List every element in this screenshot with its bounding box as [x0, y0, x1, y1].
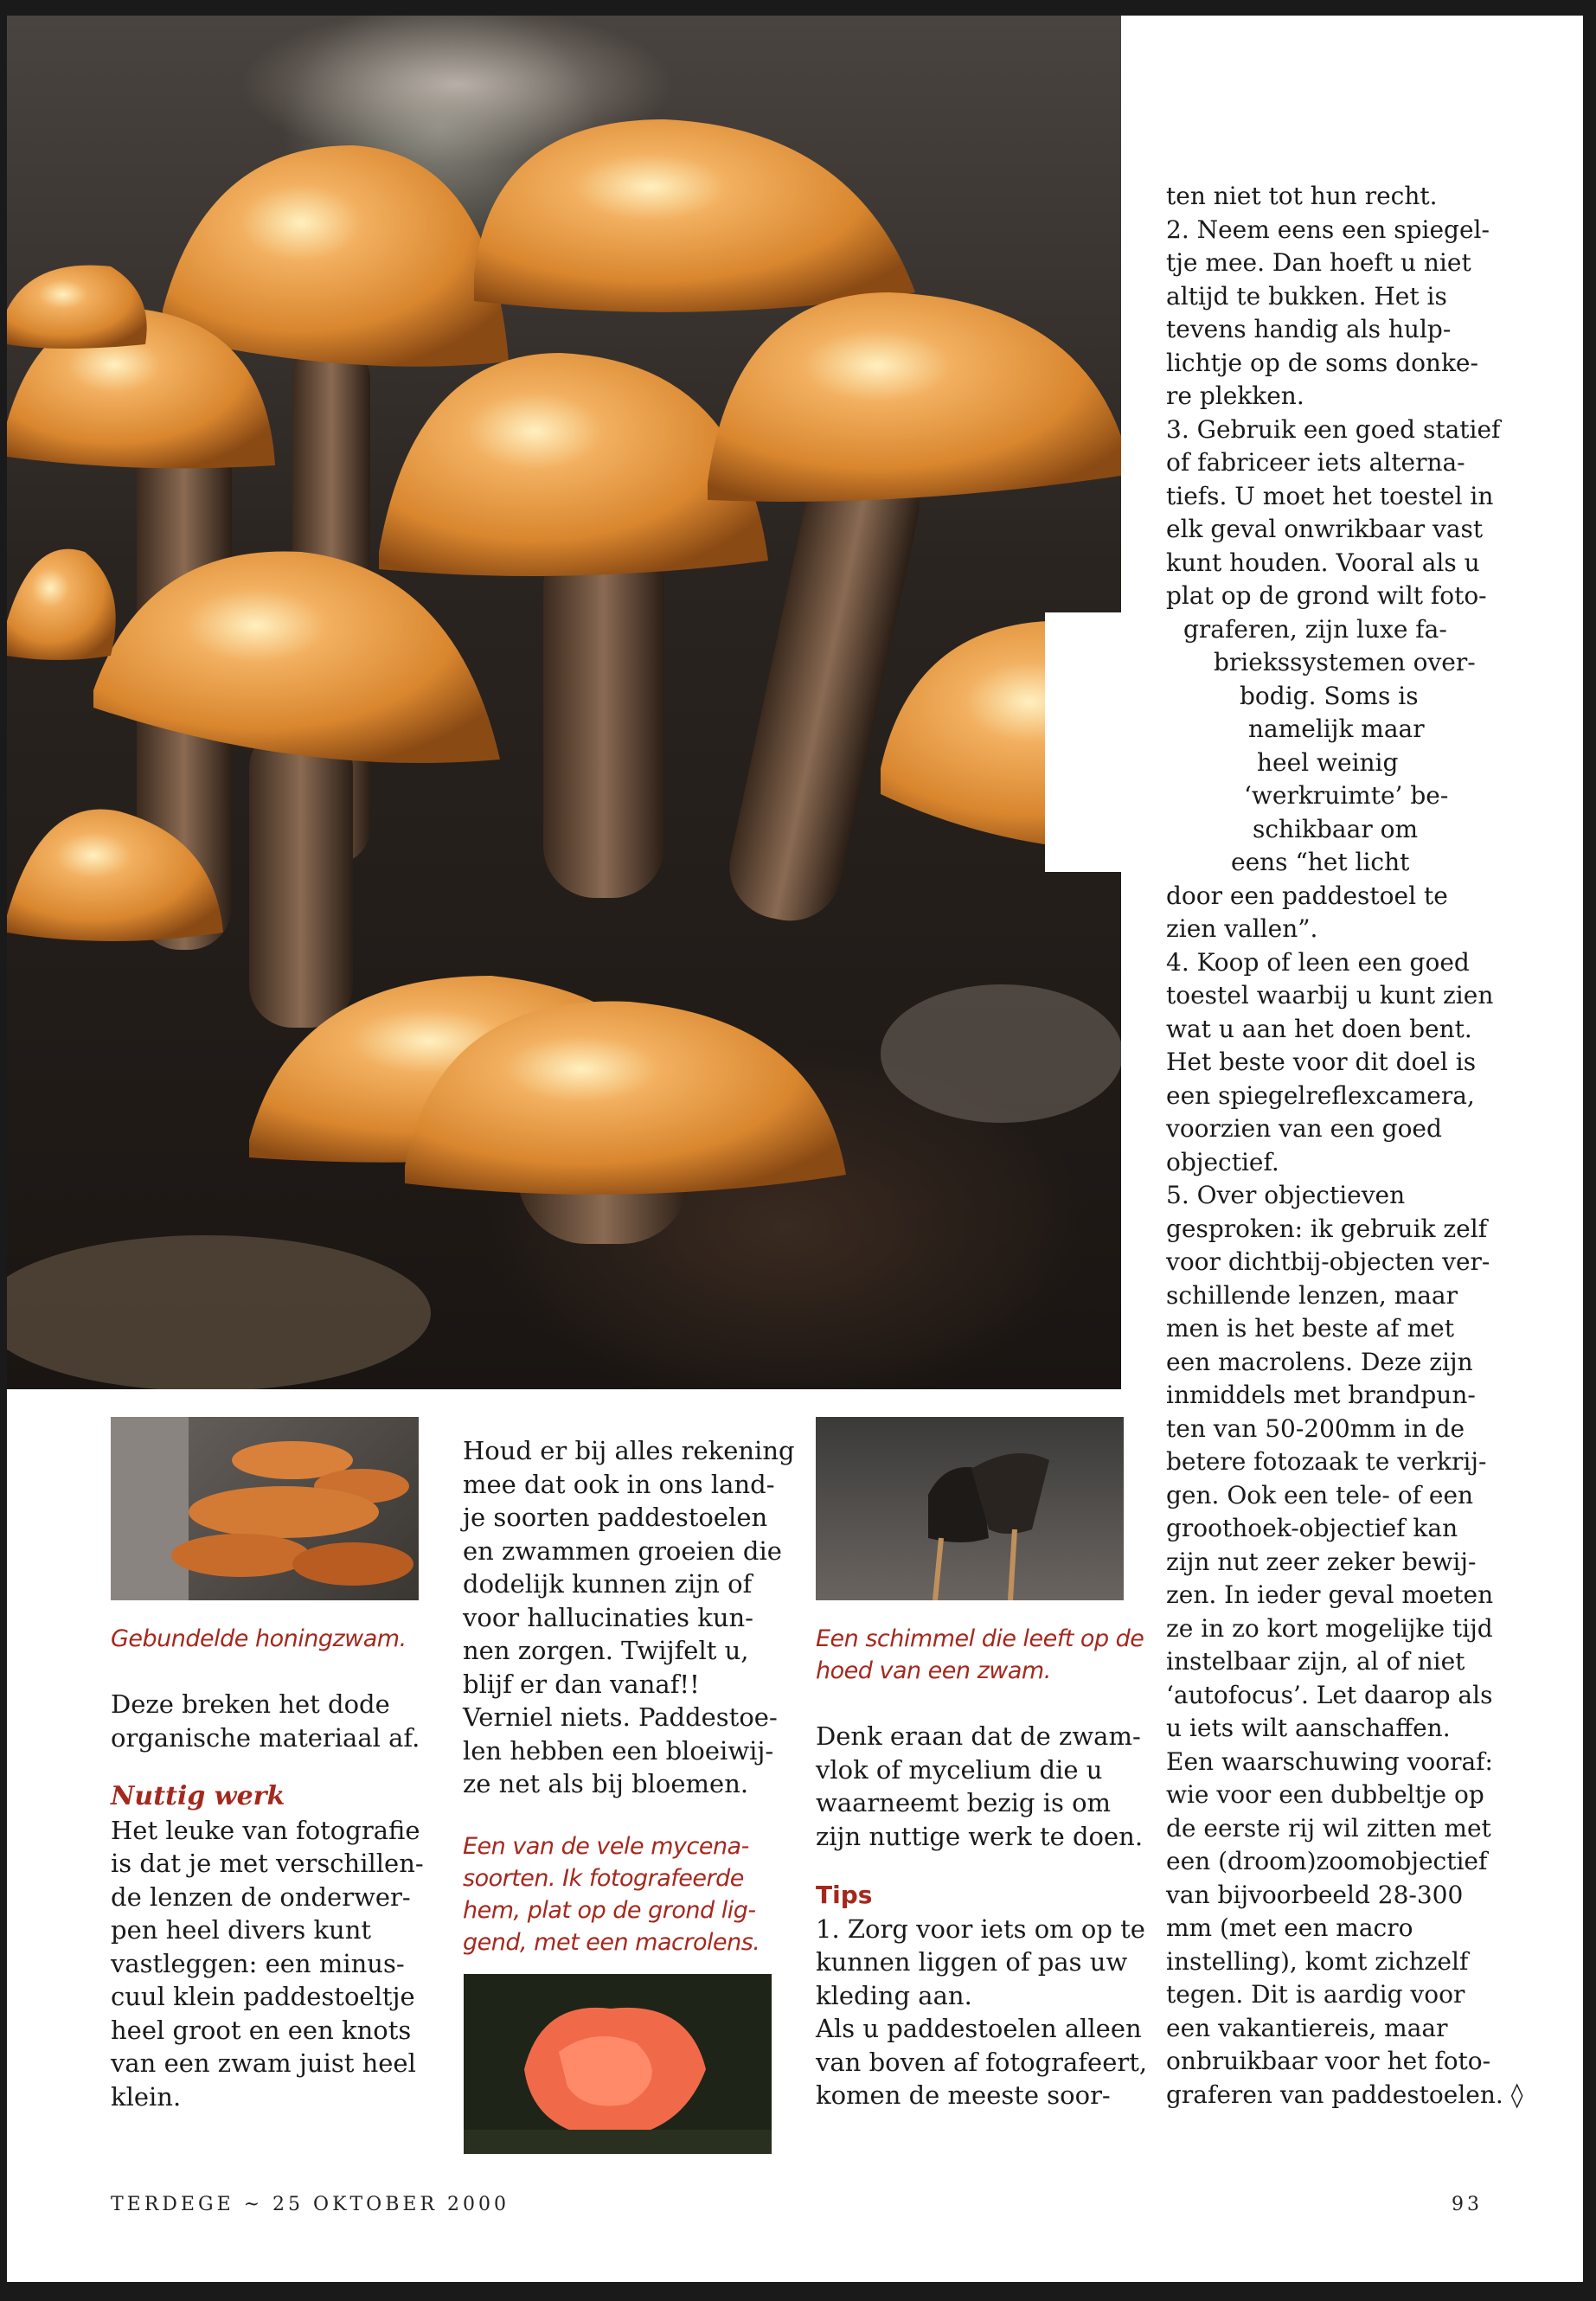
right-column-line: graferen, zijn luxe fa-: [1183, 614, 1447, 644]
right-column-line: gen. Ook een tele- of een: [1166, 1480, 1474, 1509]
right-column-line: u iets wilt aanschaffen.: [1166, 1714, 1451, 1742]
right-column-line: schillende lenzen, maar: [1166, 1280, 1458, 1310]
column-1-line: de lenzen de onderwer-: [111, 1881, 411, 1912]
right-column-line: namelijk maar: [1248, 715, 1425, 743]
right-column-line: tevens handig als hulp-: [1166, 315, 1452, 343]
right-column-line: bodig. Soms is: [1240, 681, 1419, 710]
right-column-line: altijd te bukken. Het is: [1166, 281, 1447, 311]
honey-fungus-caption: Gebundelde honingzwam.: [111, 1625, 407, 1652]
right-column-line: heel weinig: [1257, 747, 1399, 777]
right-column-line: toestel waarbij u kunt zien: [1166, 981, 1494, 1009]
column-3-text-a: [816, 1720, 1162, 1853]
right-column-line: door een paddestoel te: [1166, 881, 1448, 910]
column-2-line: blijf er dan vanaf!!: [463, 1669, 700, 1699]
right-column-line: wie voor een dubbeltje op: [1166, 1780, 1484, 1809]
right-column-line: een (droom)zoomobjectief: [1166, 1847, 1488, 1875]
mycena-caption-line: gend, met een macrolens.: [463, 1928, 760, 1956]
column-2-line: Houd er bij alles rekening: [463, 1436, 795, 1465]
mushroom-cluster-illustration: [7, 16, 1121, 1389]
hero-mushroom-photo: [7, 16, 1121, 1389]
right-column-line: kunt houden. Vooral als u: [1166, 548, 1480, 577]
column-1: [111, 1623, 457, 2113]
right-column-line: zien vallen”.: [1166, 914, 1318, 943]
column-1-line: klein.: [111, 2081, 182, 2112]
right-column-line: betere fotozaak te verkrij-: [1166, 1447, 1487, 1476]
right-column-line: tegen. Dit is aardig voor: [1166, 1980, 1465, 2009]
footer-page-number: 93: [1452, 2194, 1483, 2215]
footer-publication: TERDEGE ~ 25 OKTOBER 2000: [111, 2194, 510, 2215]
column-2-line: Verniel niets. Paddestoe-: [463, 1702, 778, 1732]
mold-caption: [816, 1623, 1162, 1687]
section-heading-tips: Tips: [816, 1881, 873, 1909]
right-column-line: Een waarschuwing vooraf:: [1166, 1747, 1493, 1776]
right-column-line: wat u aan het doen bent.: [1166, 1014, 1472, 1043]
right-column-line: voor dichtbij-objecten ver-: [1166, 1247, 1490, 1276]
column-3-line: vlok of mycelium die u: [816, 1754, 1103, 1785]
column-3-line: Als u paddestoelen alleen: [816, 2014, 1142, 2043]
right-column-line: voorzien van een goed: [1166, 1114, 1442, 1143]
honey-fungus-photo: [111, 1417, 419, 1600]
right-column-line: briekssystemen over-: [1214, 648, 1476, 676]
column-2-line: ze net als bij bloemen.: [463, 1769, 749, 1798]
right-column-line: zijn nut zeer zeker bewij-: [1166, 1547, 1477, 1576]
right-column-line: lichtje op de soms donke-: [1166, 348, 1478, 377]
mold-on-mushroom-photo: [816, 1417, 1124, 1600]
column-3-line: kleding aan.: [816, 1980, 972, 2010]
column-3-line: van boven af fotografeert,: [816, 2047, 1148, 2077]
right-column-line: groothoek-objectief kan: [1166, 1514, 1458, 1542]
right-column-line: eens “het licht: [1231, 848, 1410, 876]
column-1-text-b: [111, 1814, 457, 2114]
right-column-text: [1166, 180, 1529, 2112]
right-column-line: onbruikbaar voor het foto-: [1166, 2047, 1491, 2075]
right-column-line: Het beste voor dit doel is: [1166, 1048, 1477, 1076]
mycena-caption-line: hem, plat op de grond lig-: [463, 1896, 756, 1924]
right-column-line: een spiegelreflexcamera,: [1166, 1080, 1475, 1110]
column-3-line: Denk eraan dat de zwam-: [816, 1721, 1141, 1751]
magazine-page: [7, 16, 1583, 2282]
column-1-line: organische materiaal af.: [111, 1722, 420, 1753]
right-column-line: re plekken.: [1166, 381, 1304, 410]
text-wrap-cutout: [1045, 612, 1121, 872]
right-column-line: elk geval onwrikbaar vast: [1166, 515, 1484, 543]
section-heading-nuttig-werk: Nuttig werk: [111, 1781, 285, 1811]
column-1-line: vastleggen: een minus-: [111, 1948, 405, 1978]
mycena-caption-line: soorten. Ik fotografeerde: [463, 1864, 744, 1892]
right-column-line: mm (met een macro: [1166, 1913, 1413, 1942]
column-1-line: is dat je met verschillen-: [111, 1849, 424, 1878]
column-1-line: cuul klein paddestoeltje: [111, 1982, 415, 2011]
column-3-line: zijn nuttige werk te doen.: [816, 1821, 1144, 1851]
right-column-line: 3. Gebruik een goed statief: [1166, 414, 1501, 444]
right-column-line: gesproken: ik gebruik zelf: [1166, 1214, 1488, 1243]
right-column-line: ten van 50-200mm in de: [1166, 1413, 1465, 1443]
column-2-line: en zwammen groeien die: [463, 1535, 782, 1566]
right-column-line: instelbaar zijn, al of niet: [1166, 1647, 1465, 1676]
column-1-line: pen heel divers kunt: [111, 1915, 372, 1945]
right-column-line: graferen van paddestoelen. ◊: [1166, 2080, 1523, 2109]
column-3-line: kunnen liggen of pas uw: [816, 1947, 1128, 1977]
right-column-line: ‘autofocus’. Let daarop als: [1166, 1680, 1493, 1709]
right-column-line: 5. Over objectieven: [1166, 1181, 1406, 1209]
right-column-line: ‘werkruimte’ be-: [1244, 781, 1449, 810]
mycena-photo: [464, 1974, 772, 2154]
right-column-line: ze in zo kort mogelijke tijd: [1166, 1613, 1493, 1643]
right-column-line: of fabriceer iets alterna-: [1166, 448, 1465, 477]
column-2-line: je soorten paddestoelen: [463, 1503, 768, 1532]
column-1-line: Deze breken het dode: [111, 1689, 390, 1719]
right-column-line: een vakantiereis, maar: [1166, 2013, 1448, 2042]
column-2-line: mee dat ook in ons land-: [463, 1469, 775, 1499]
column-2: [463, 1434, 809, 1958]
right-column-line: zen. In ieder geval moeten: [1166, 1580, 1494, 1609]
column-1-line: van een zwam juist heel: [111, 2048, 416, 2078]
column-1-line: heel groot en een knots: [111, 2015, 412, 2045]
column-2-text: [463, 1434, 809, 1801]
right-column-line: ten niet tot hun recht.: [1166, 182, 1438, 210]
column-2-line: nen zorgen. Twijfelt u,: [463, 1636, 749, 1665]
right-column-line: 4. Koop of leen een goed: [1166, 947, 1470, 977]
right-column-line: instelling), komt zichzelf: [1166, 1946, 1469, 1976]
column-2-line: dodelijk kunnen zijn of: [463, 1569, 753, 1599]
right-column-line: plat op de grond wilt foto-: [1166, 581, 1487, 610]
right-column-line: objectief.: [1166, 1147, 1279, 1176]
right-column-line: van bijvoorbeeld 28-300: [1166, 1880, 1464, 1909]
column-3-line: komen de meeste soor-: [816, 2080, 1111, 2110]
right-column-line: tiefs. U moet het toestel in: [1166, 481, 1494, 510]
column-2-line: len hebben een bloeiwij-: [463, 1735, 774, 1766]
mold-caption-line: hoed van een zwam.: [816, 1657, 1051, 1684]
column-3: [816, 1623, 1162, 2112]
column-2-line: voor hallucinaties kun-: [463, 1602, 753, 1632]
right-column-line: inmiddels met brandpun-: [1166, 1381, 1476, 1409]
right-column-line: tje mee. Dan hoeft u niet: [1166, 248, 1471, 277]
right-column-line: men is het beste af met: [1166, 1314, 1454, 1343]
mycena-caption: [463, 1830, 809, 1958]
column-1-line: Het leuke van fotografie: [111, 1815, 420, 1845]
right-column-line: een macrolens. Deze zijn: [1166, 1347, 1473, 1376]
column-3-text-b: [816, 1913, 1162, 2112]
right-column-line: schikbaar om: [1253, 814, 1419, 843]
column-3-line: waarneemt bezig is om: [816, 1788, 1112, 1817]
mycena-caption-line: Een van de vele mycena-: [463, 1832, 749, 1860]
column-3-line: 1. Zorg voor iets om op te: [816, 1913, 1145, 1944]
column-1-text-a: [111, 1688, 457, 1754]
right-column-line: de eerste rij wil zitten met: [1166, 1813, 1491, 1843]
mold-caption-line: Een schimmel die leeft op de: [816, 1625, 1144, 1652]
right-column-line: 2. Neem eens een spiegel-: [1166, 215, 1490, 244]
